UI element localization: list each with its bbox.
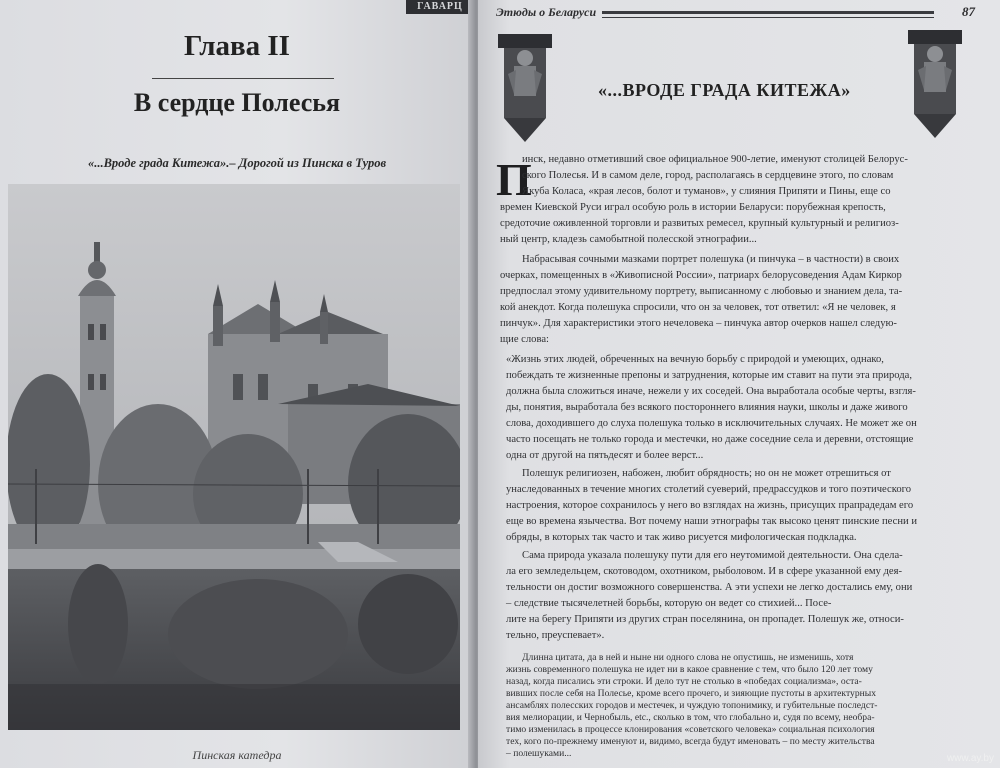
text-line: ского Полесья. И в самом деле, город, располагаясь в сердцевине этого, по словам bbox=[522, 170, 894, 181]
corner-tab: ГАВАРЦ bbox=[406, 0, 474, 14]
quote-line: должна была сложиться иначе, нежели у их соседей. Она выработала особые черты, взгля- bbox=[506, 386, 916, 397]
text-line: Набрасывая сочными мазками портрет полешука (и пинчука – в частности) в своих bbox=[522, 254, 900, 265]
quote-line: настроения, которое сохранилось у него во взглядах на жизнь, присущих прапрадедам его bbox=[506, 500, 914, 511]
quote-line: обряды, в которых так часто и так живо рисуется мифологическая подкладка. bbox=[506, 532, 857, 543]
drop-cap: П bbox=[496, 154, 532, 205]
quote-line: еще во времена язычества. Вот почему наши этнографы так высоко ценят пинские песни и bbox=[506, 516, 917, 527]
chapter-title: В сердце Полесья bbox=[133, 88, 341, 117]
quote-line: тельно, преуспевает». bbox=[506, 630, 605, 641]
text-line: жизнь современного полешука не идет ни в какое сравнение с тем, что было 120 лет тому bbox=[506, 664, 873, 675]
cathedral-photo bbox=[8, 184, 460, 730]
quote-line: часто посещать не только города и местечки, но даже соседние села и деревни, отстоящие bbox=[506, 434, 914, 445]
chapter-subtitle: «...Вроде града Китежа».– Дорогой из Пинска в Туров bbox=[87, 156, 387, 170]
left-page bbox=[0, 0, 474, 768]
chapter-label: Глава II bbox=[184, 30, 290, 62]
page-number: 87 bbox=[962, 4, 975, 19]
text-line: щие слова: bbox=[500, 334, 549, 345]
photo-caption: Пинская катедра bbox=[192, 748, 282, 762]
section-title: «...ВРОДЕ ГРАДА КИТЕЖА» bbox=[598, 80, 851, 100]
quote-line: ла его земледельцем, скотоводом, охотником, рыболовом. И в сфере указанной ему дея- bbox=[506, 566, 903, 577]
quote-line: лите на берегу Припяти из других стран поселянина, он пропадет. Полешук же, относи- bbox=[506, 614, 904, 625]
text-line: тех, кого по-прежнему именуют и, видимо, всегда будут именовать – по месту жительства bbox=[506, 736, 875, 747]
text-line: Якуба Коласа, «края лесов, болот и туманов», у слияния Припяти и Пины, еще со bbox=[522, 186, 891, 197]
text-line: средоточие оживленной торговли и развитых ремесел, крупный культурный и религиоз- bbox=[500, 218, 899, 229]
quote-line: унаследованных в течение многих столетий суеверий, предрассудков и того поэтического bbox=[506, 484, 911, 495]
quote-line: ды, понятия, выработала без всякого постороннего влияния науки, школы и даже живого bbox=[506, 402, 908, 413]
text-line: инск, недавно отметивший свое официальное 900-летие, именуют столицей Белорус- bbox=[522, 154, 908, 165]
text-line: ансамблях полесских городов и местечек, и чуждую топонимику, и губительные последст- bbox=[506, 700, 878, 711]
text-line: времен Киевской Руси играл особую роль в истории Беларуси: порубежная крепость, bbox=[500, 202, 886, 213]
right-page bbox=[478, 0, 1000, 768]
text-line: предпослал этому удивительному портрету, выписанному с любовью и знанием дела, та- bbox=[500, 286, 903, 297]
quote-line: побеждать те жизненные препоны и затруднения, которые им ставит на пути эта природа, bbox=[506, 370, 913, 381]
header-rule-thin bbox=[602, 17, 934, 18]
text-line: – полешуками... bbox=[506, 748, 572, 759]
text-line: назад, когда писались эти строки. И дело тут не столько в «победах социализма», оста- bbox=[506, 676, 862, 687]
chapter-divider bbox=[152, 78, 334, 79]
quote-line: одна от другой на пятьдесят и более верст... bbox=[506, 450, 704, 461]
text-line: кой анекдот. Когда полешука спросили, что он за человек, тот ответил: «Я не человек, я bbox=[500, 302, 896, 313]
text-line: вивших после себя на Полесье, кроме всего прочего, и зияющие пустоты в архитектурных bbox=[506, 688, 876, 699]
quote-line: Полешук религиозен, набожен, любит обрядность; но он не может отрешиться от bbox=[522, 468, 891, 479]
watermark: www.ay.by bbox=[946, 753, 994, 764]
quote-line: – следствие тысячелетней борьбы, которую он ведет со стихией... Посе- bbox=[506, 598, 832, 609]
text-line: ный центр, кладезь самобытной полесской этнографии... bbox=[500, 234, 757, 245]
quote-line: слова, доходившего до слуха полешука только в исключительных случаях. Не может же он bbox=[506, 418, 917, 429]
text-line: Длинна цитата, да в ней и ныне ни одного слова не опустишь, не изменишь, хотя bbox=[522, 652, 854, 663]
text-line: вия мелиорации, и Чернобыль, etc., сколько в том, что глобально и, судя по всему, необра- bbox=[506, 712, 875, 723]
quote-line: тельности он достиг возможного совершенства. А эти успехи не легко достались ему, они bbox=[506, 582, 913, 593]
header-rule bbox=[602, 11, 934, 14]
text-line: пинчук». Для характеристики этого нечеловека – пинчука автор очерков нашел следую- bbox=[500, 318, 897, 329]
text-line: очерках, помещенных в «Живописной России», патриарх белорусоведения Адам Киркор bbox=[500, 270, 902, 281]
caryatid-right-image bbox=[908, 30, 962, 138]
quote-line: «Жизнь этих людей, обреченных на вечную борьбу с природой и умеющих, однако, bbox=[506, 354, 884, 365]
quote-line: Сама природа указала полешуку пути для его неутомимой деятельности. Она сдела- bbox=[522, 550, 903, 561]
caryatid-left-image bbox=[498, 34, 552, 142]
text-line: тимо изменилась в процессе клонирования «советского человека» социальная психология bbox=[506, 724, 875, 735]
running-head: Этюды о Беларуси bbox=[496, 5, 597, 19]
